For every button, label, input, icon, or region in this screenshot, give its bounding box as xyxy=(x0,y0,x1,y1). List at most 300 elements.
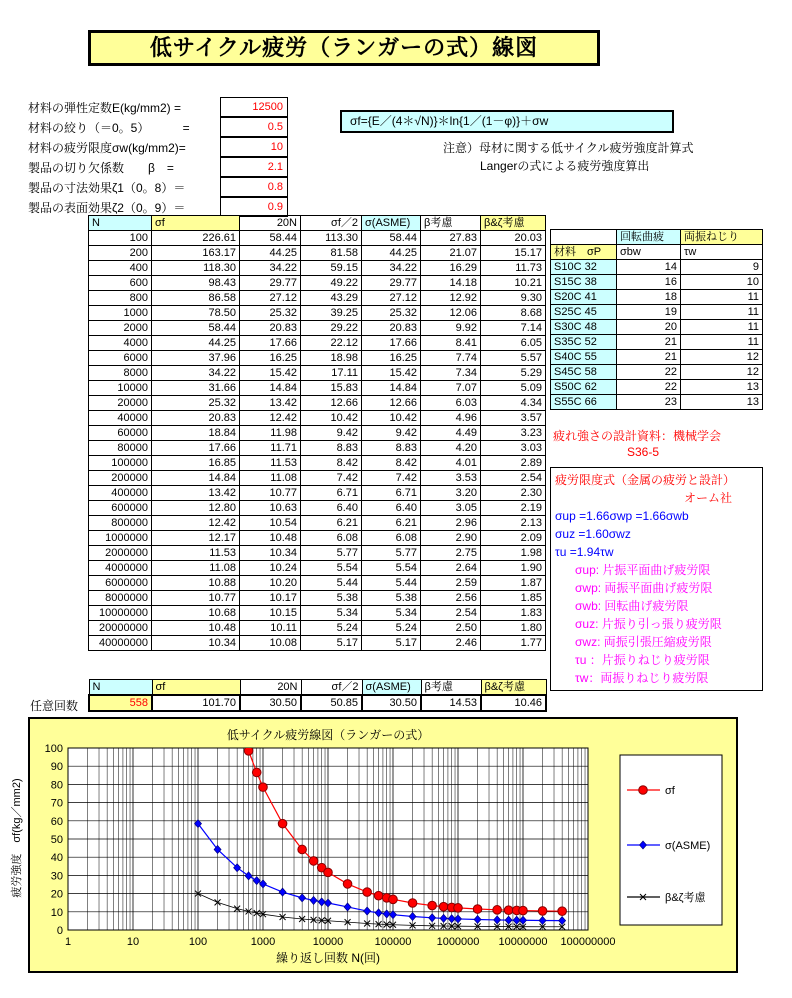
svg-text:70: 70 xyxy=(50,797,63,810)
data-cell: 29.77 xyxy=(362,276,421,291)
svg-text:90: 90 xyxy=(50,761,63,774)
col-header-sigma-f-half: σf／2 xyxy=(301,216,362,231)
data-cell: 8.83 xyxy=(301,441,362,456)
table-row xyxy=(89,276,546,291)
data-cell: 8.83 xyxy=(362,441,421,456)
table-row xyxy=(89,261,546,276)
data-cell: 7.34 xyxy=(421,366,481,381)
data-cell: 10.48 xyxy=(240,531,301,546)
data-cell: 8000 xyxy=(89,366,152,381)
col-header-sigma-f: σf xyxy=(152,216,240,231)
table-row xyxy=(89,486,546,501)
material-row xyxy=(551,395,763,410)
data-cell: 12.06 xyxy=(421,306,481,321)
data-cell: 16 xyxy=(617,275,681,290)
arbitrary-n-input-cell[interactable]: 558 xyxy=(89,695,152,711)
data-cell: 10.77 xyxy=(240,486,301,501)
fatigue-legend-lines xyxy=(555,561,762,687)
surface-effect-cell[interactable]: 0.9 xyxy=(220,197,288,217)
data-cell: 200 xyxy=(89,246,152,261)
data-cell: 50.85 xyxy=(301,695,362,711)
data-cell: 2.59 xyxy=(421,576,481,591)
data-cell: 98.43 xyxy=(152,276,240,291)
data-cell: 5.77 xyxy=(301,546,362,561)
data-cell: 5.17 xyxy=(362,636,421,651)
data-cell: 22 xyxy=(617,365,681,380)
data-cell: 15.42 xyxy=(362,366,421,381)
data-cell: 12 xyxy=(681,350,763,365)
table-row xyxy=(89,381,546,396)
size-effect-cell[interactable]: 0.8 xyxy=(220,177,288,197)
data-cell: 11 xyxy=(681,290,763,305)
material-row xyxy=(551,380,763,395)
table-row xyxy=(89,576,546,591)
data-cell: 10.21 xyxy=(481,276,546,291)
data-cell: 60000 xyxy=(89,426,152,441)
data-cell: 6.03 xyxy=(421,396,481,411)
material-row xyxy=(551,290,763,305)
table-row xyxy=(89,636,546,651)
fatigue-chart xyxy=(28,717,738,973)
tau-w-header: τw xyxy=(681,245,763,260)
svg-text:100000000: 100000000 xyxy=(560,936,616,948)
data-cell: 2.30 xyxy=(481,486,546,501)
data-cell: 11.71 xyxy=(240,441,301,456)
material-row xyxy=(551,260,763,275)
data-cell: 3.20 xyxy=(421,486,481,501)
material-name-cell: S10C 32 xyxy=(551,260,617,275)
data-cell: 2.75 xyxy=(421,546,481,561)
data-cell: 14.53 xyxy=(421,695,481,711)
material-name-cell: S45C 58 xyxy=(551,365,617,380)
data-cell: 40000000 xyxy=(89,636,152,651)
data-cell: 14.84 xyxy=(240,381,301,396)
reversed-torsion-header: 両振ねじり xyxy=(681,230,763,245)
table-row xyxy=(89,306,546,321)
fatigue-formula-line: τu =1.94τw xyxy=(555,545,614,559)
data-cell: 13 xyxy=(681,395,763,410)
data-cell: 4000000 xyxy=(89,561,152,576)
material-name-cell: S35C 52 xyxy=(551,335,617,350)
data-cell: 800000 xyxy=(89,516,152,531)
data-cell: 113.30 xyxy=(301,231,362,246)
data-cell: 6.05 xyxy=(481,336,546,351)
data-cell: 31.66 xyxy=(152,381,240,396)
data-cell: 30.50 xyxy=(240,695,301,711)
data-cell: 10.42 xyxy=(362,411,421,426)
elastic-constant-cell[interactable]: 12500 xyxy=(220,97,288,117)
arbitrary-count-label: 任意回数 xyxy=(30,699,79,713)
table-row xyxy=(89,621,546,636)
data-cell: 11.73 xyxy=(481,261,546,276)
data-cell: 29.77 xyxy=(240,276,301,291)
input-label: 材料の疲労限度σw(kg/mm2)= xyxy=(28,140,186,155)
fatigue-legend-line: σwb: 回転曲げ疲労限 xyxy=(575,599,689,613)
table-row xyxy=(89,246,546,261)
data-cell: 12.66 xyxy=(301,396,362,411)
material-header-row-2 xyxy=(551,245,763,260)
data-cell: 100 xyxy=(89,231,152,246)
data-cell: 2.56 xyxy=(421,591,481,606)
data-cell: 2.54 xyxy=(481,471,546,486)
data-cell: 25.32 xyxy=(362,306,421,321)
data-cell: 44.25 xyxy=(362,246,421,261)
data-cell: 17.66 xyxy=(152,441,240,456)
data-cell: 10.15 xyxy=(240,606,301,621)
data-cell: 49.22 xyxy=(301,276,362,291)
table-row xyxy=(89,366,546,381)
data-cell: 10.11 xyxy=(240,621,301,636)
data-cell: 14.84 xyxy=(362,381,421,396)
svg-text:10000000: 10000000 xyxy=(498,936,548,948)
svg-text:100000: 100000 xyxy=(374,936,412,948)
legend-label: β&ζ考慮 xyxy=(665,892,706,904)
data-cell: 20000 xyxy=(89,396,152,411)
data-cell: 10.20 xyxy=(240,576,301,591)
data-cell: 3.03 xyxy=(481,441,546,456)
data-cell: 10.34 xyxy=(152,636,240,651)
table-header-row xyxy=(89,680,546,696)
data-cell: 5.09 xyxy=(481,381,546,396)
table-header-row xyxy=(89,216,546,231)
data-cell: 14 xyxy=(617,260,681,275)
data-cell: 10.42 xyxy=(301,411,362,426)
material-row xyxy=(551,320,763,335)
data-cell: 34.22 xyxy=(152,366,240,381)
data-cell: 400 xyxy=(89,261,152,276)
data-cell: 9.30 xyxy=(481,291,546,306)
data-cell: 5.17 xyxy=(301,636,362,651)
data-cell: 1.87 xyxy=(481,576,546,591)
data-cell: 5.57 xyxy=(481,351,546,366)
input-row xyxy=(28,157,288,177)
data-cell: 400000 xyxy=(89,486,152,501)
material-row xyxy=(551,275,763,290)
data-cell: 11 xyxy=(681,335,763,350)
data-cell: 19 xyxy=(617,305,681,320)
data-cell: 2.89 xyxy=(481,456,546,471)
data-cell: 16.25 xyxy=(240,351,301,366)
table-row xyxy=(89,411,546,426)
formula-note-2: Langerの式による疲労強度算出 xyxy=(480,159,650,173)
data-cell: 20.83 xyxy=(362,321,421,336)
data-cell: 4000 xyxy=(89,336,152,351)
data-cell: 12 xyxy=(681,365,763,380)
data-cell: 6.40 xyxy=(301,501,362,516)
material-name-cell: S50C 62 xyxy=(551,380,617,395)
data-cell: 4.96 xyxy=(421,411,481,426)
legend-label: σ(ASME) xyxy=(665,840,711,852)
data-cell: 1.83 xyxy=(481,606,546,621)
fatigue-legend-line: τw：両振りねじり疲労限 xyxy=(575,671,709,685)
table-row xyxy=(89,456,546,471)
data-cell: 6.71 xyxy=(362,486,421,501)
data-cell: 600 xyxy=(89,276,152,291)
data-cell: 18.84 xyxy=(152,426,240,441)
material-row xyxy=(551,335,763,350)
table-row xyxy=(89,606,546,621)
table-row xyxy=(89,591,546,606)
data-cell: 6.21 xyxy=(362,516,421,531)
data-cell: 10.48 xyxy=(152,621,240,636)
data-cell: 43.29 xyxy=(301,291,362,306)
svg-text:20: 20 xyxy=(50,888,63,901)
fatigue-box-publisher: オーム社 xyxy=(683,491,732,505)
data-cell: 86.58 xyxy=(152,291,240,306)
data-cell: 10.63 xyxy=(240,501,301,516)
input-label: 材料の弾性定数E(kg/mm2) = xyxy=(28,100,182,115)
data-cell: 11 xyxy=(681,305,763,320)
data-cell: 1.90 xyxy=(481,561,546,576)
data-cell: 14.84 xyxy=(152,471,240,486)
data-cell: 12.92 xyxy=(421,291,481,306)
data-cell: 11.53 xyxy=(152,546,240,561)
material-name-cell: S30C 48 xyxy=(551,320,617,335)
data-cell: 13 xyxy=(681,380,763,395)
fatigue-limit-cell[interactable]: 10 xyxy=(220,137,288,157)
data-cell: 7.74 xyxy=(421,351,481,366)
data-cell: 4.01 xyxy=(421,456,481,471)
data-cell: 20.83 xyxy=(152,411,240,426)
data-cell: 10.77 xyxy=(152,591,240,606)
svg-text:40: 40 xyxy=(50,852,63,865)
input-row xyxy=(28,197,288,217)
col-header-beta: β考慮 xyxy=(421,680,481,696)
fatigue-formulas xyxy=(555,507,762,561)
data-cell: 21 xyxy=(617,350,681,365)
formula-box: σf={E／(4＊√N)}＊ln{1／(1－φ)}＋σw xyxy=(340,110,674,133)
data-cell: 10000 xyxy=(89,381,152,396)
data-cell: 11.08 xyxy=(240,471,301,486)
material-row xyxy=(551,365,763,380)
data-cell: 8.41 xyxy=(421,336,481,351)
data-cell: 4.49 xyxy=(421,426,481,441)
material-name-cell: S15C 38 xyxy=(551,275,617,290)
data-cell: 80000 xyxy=(89,441,152,456)
data-cell: 25.32 xyxy=(152,396,240,411)
data-cell: 2000 xyxy=(89,321,152,336)
data-cell: 18.98 xyxy=(301,351,362,366)
data-cell: 6000 xyxy=(89,351,152,366)
data-cell: 16.85 xyxy=(152,456,240,471)
col-header-beta-zeta: β&ζ考慮 xyxy=(481,680,546,696)
data-cell: 8.42 xyxy=(362,456,421,471)
data-cell: 58.44 xyxy=(152,321,240,336)
data-cell: 2.13 xyxy=(481,516,546,531)
corner-cell xyxy=(551,230,617,245)
data-cell: 1000000 xyxy=(89,531,152,546)
data-cell: 118.30 xyxy=(152,261,240,276)
data-cell: 2.64 xyxy=(421,561,481,576)
data-cell: 20000000 xyxy=(89,621,152,636)
data-cell: 12.80 xyxy=(152,501,240,516)
data-cell: 40000 xyxy=(89,411,152,426)
data-cell: 29.22 xyxy=(301,321,362,336)
material-name-cell: S55C 66 xyxy=(551,395,617,410)
arbitrary-count-row xyxy=(89,695,546,711)
data-cell: 5.24 xyxy=(362,621,421,636)
data-cell: 5.38 xyxy=(301,591,362,606)
fatigue-limit-formula-box xyxy=(550,467,763,691)
input-row xyxy=(28,177,288,197)
material-row xyxy=(551,350,763,365)
fatigue-legend-line: σwz: 両振引張圧縮疲労限 xyxy=(575,635,712,649)
data-cell: 2.09 xyxy=(481,531,546,546)
data-cell: 2.50 xyxy=(421,621,481,636)
data-cell: 11 xyxy=(681,320,763,335)
svg-text:10000: 10000 xyxy=(312,936,344,948)
data-cell: 21 xyxy=(617,335,681,350)
col-header-20n: 20N xyxy=(240,216,301,231)
data-cell: 12.42 xyxy=(152,516,240,531)
data-cell: 6.71 xyxy=(301,486,362,501)
table-row xyxy=(89,291,546,306)
data-cell: 7.42 xyxy=(301,471,362,486)
material-name-cell: S20C 41 xyxy=(551,290,617,305)
col-header-sigma-asme: σ(ASME) xyxy=(362,680,421,696)
table-row xyxy=(89,231,546,246)
svg-text:1: 1 xyxy=(64,936,72,948)
data-cell: 9.92 xyxy=(421,321,481,336)
notch-factor-cell[interactable]: 2.1 xyxy=(220,157,288,177)
data-cell: 44.25 xyxy=(240,246,301,261)
data-cell: 34.22 xyxy=(240,261,301,276)
data-cell: 22 xyxy=(617,380,681,395)
table-row xyxy=(89,336,546,351)
data-cell: 8.68 xyxy=(481,306,546,321)
data-cell: 2000000 xyxy=(89,546,152,561)
data-cell: 9.42 xyxy=(301,426,362,441)
data-cell: 11.98 xyxy=(240,426,301,441)
data-cell: 200000 xyxy=(89,471,152,486)
data-cell: 15.83 xyxy=(301,381,362,396)
reduction-of-area-cell[interactable]: 0.5 xyxy=(220,117,288,137)
material-name-cell: S40C 55 xyxy=(551,350,617,365)
col-header-n: N xyxy=(89,216,152,231)
data-cell: 12.42 xyxy=(240,411,301,426)
data-cell: 17.66 xyxy=(240,336,301,351)
data-cell: 2.54 xyxy=(421,606,481,621)
formula-note-1: 注意）母材に関する低サイクル疲労強度計算式 xyxy=(443,141,694,155)
fatigue-formula-line: σup =1.66σwp =1.66σwb xyxy=(555,509,689,523)
data-cell: 13.42 xyxy=(152,486,240,501)
data-cell: 17.11 xyxy=(301,366,362,381)
data-cell: 16.25 xyxy=(362,351,421,366)
table-row xyxy=(89,426,546,441)
svg-text:繰り返し回数 N(回): 繰り返し回数 N(回) xyxy=(276,951,380,965)
data-cell: 7.42 xyxy=(362,471,421,486)
data-cell: 5.44 xyxy=(362,576,421,591)
data-cell: 10 xyxy=(681,275,763,290)
svg-text:1000: 1000 xyxy=(250,936,276,948)
data-cell: 6.21 xyxy=(301,516,362,531)
input-label: 製品の寸法効果ζ1（0。8）＝ xyxy=(28,180,186,195)
data-cell: 10.68 xyxy=(152,606,240,621)
data-cell: 5.29 xyxy=(481,366,546,381)
design-reference-line-1: 疲れ強さの設計資料：機械学会 xyxy=(553,429,722,443)
data-cell: 6.08 xyxy=(362,531,421,546)
data-cell: 1.77 xyxy=(481,636,546,651)
data-cell: 8000000 xyxy=(89,591,152,606)
data-cell: 39.25 xyxy=(301,306,362,321)
rotating-bending-header: 回転曲疲 xyxy=(617,230,681,245)
data-cell: 15.42 xyxy=(240,366,301,381)
arbitrary-count-table xyxy=(88,679,547,712)
data-cell: 600000 xyxy=(89,501,152,516)
data-cell: 59.15 xyxy=(301,261,362,276)
input-row xyxy=(28,97,288,117)
data-cell: 20.03 xyxy=(481,231,546,246)
data-cell: 2.96 xyxy=(421,516,481,531)
data-cell: 4.34 xyxy=(481,396,546,411)
data-cell: 2.46 xyxy=(421,636,481,651)
data-cell: 13.42 xyxy=(240,396,301,411)
data-cell: 1000 xyxy=(89,306,152,321)
col-header-sigma-f: σf xyxy=(152,680,240,696)
fatigue-legend-line: σwp: 両振平面曲げ疲労限 xyxy=(575,581,713,595)
data-cell: 2.90 xyxy=(421,531,481,546)
data-cell: 44.25 xyxy=(152,336,240,351)
data-cell: 27.12 xyxy=(240,291,301,306)
fatigue-legend-line: σuz: 片振り引っ張り疲労限 xyxy=(575,617,722,631)
data-cell: 9.42 xyxy=(362,426,421,441)
fatigue-box-title: 疲労限度式（金属の疲労と設計） xyxy=(555,473,736,487)
data-cell: 7.14 xyxy=(481,321,546,336)
data-cell: 10.34 xyxy=(240,546,301,561)
svg-text:60: 60 xyxy=(50,815,63,828)
data-cell: 30.50 xyxy=(362,695,421,711)
data-cell: 37.96 xyxy=(152,351,240,366)
data-cell: 226.61 xyxy=(152,231,240,246)
material-row xyxy=(551,305,763,320)
data-cell: 1.85 xyxy=(481,591,546,606)
data-cell: 5.54 xyxy=(301,561,362,576)
data-cell: 23 xyxy=(617,395,681,410)
input-label: 製品の切り欠係数 β = xyxy=(28,160,174,175)
data-cell: 58.44 xyxy=(240,231,301,246)
fatigue-legend-line: τu ：片振りねじり疲労限 xyxy=(575,653,710,667)
fatigue-legend-line: σup: 片振平面曲げ疲労限 xyxy=(575,563,711,577)
col-header-sigma-asme: σ(ASME) xyxy=(362,216,421,231)
data-cell: 5.44 xyxy=(301,576,362,591)
design-reference-note xyxy=(553,428,721,460)
data-cell: 3.23 xyxy=(481,426,546,441)
data-cell: 10000000 xyxy=(89,606,152,621)
material-name-cell: S25C 45 xyxy=(551,305,617,320)
data-cell: 163.17 xyxy=(152,246,240,261)
svg-text:100: 100 xyxy=(44,743,63,755)
data-cell: 12.66 xyxy=(362,396,421,411)
sigma-bw-header: σbw xyxy=(617,245,681,260)
data-cell: 800 xyxy=(89,291,152,306)
data-cell: 5.34 xyxy=(301,606,362,621)
data-cell: 18 xyxy=(617,290,681,305)
data-cell: 11.08 xyxy=(152,561,240,576)
table-row xyxy=(89,531,546,546)
data-cell: 9 xyxy=(681,260,763,275)
data-cell: 1.98 xyxy=(481,546,546,561)
table-row xyxy=(89,516,546,531)
data-cell: 3.57 xyxy=(481,411,546,426)
data-cell: 78.50 xyxy=(152,306,240,321)
data-cell: 8.42 xyxy=(301,456,362,471)
data-cell: 34.22 xyxy=(362,261,421,276)
material-table xyxy=(550,229,763,410)
data-cell: 6.40 xyxy=(362,501,421,516)
svg-text:30: 30 xyxy=(50,870,63,883)
svg-text:10: 10 xyxy=(50,906,63,919)
svg-text:10: 10 xyxy=(126,936,140,948)
